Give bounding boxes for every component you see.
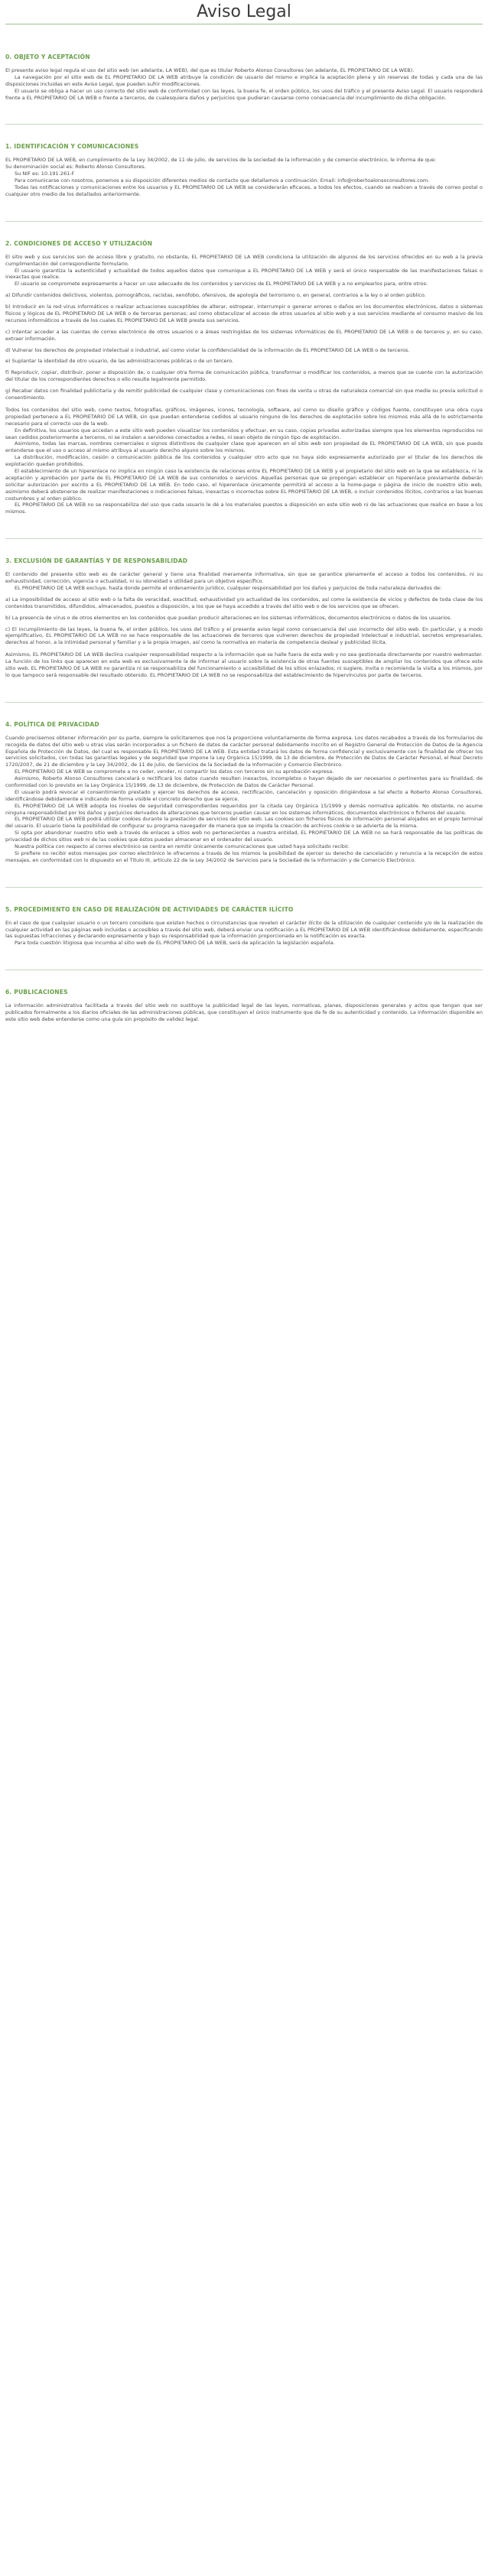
section-heading: 6. PUBLICACIONES bbox=[5, 989, 68, 996]
list-item: d) Vulnerar los derechos de propiedad intelectual o industrial, así como violar la confidencialidad de la información de EL PROPIETARIO DE LA WEB o de terceros. bbox=[5, 346, 410, 353]
paragraph: EL PROPIETARIO DE LA WEB podrá utilizar cookies durante la prestación de servicios del sitio web. Las cookies son ficheros físicos de información personal alojados en el propio terminal del usuario. El usuario tiene la posibilidad de configurar su programa navegador de manera que se impida la creación de archivos cookie o se advierta de la misma. bbox=[5, 816, 483, 830]
list-item: b) La presencia de virus o de otros elementos en los contenidos que puedan producir alteraciones en los sistemas informáticos, documentos electrónicos o datos de los usuarios. bbox=[5, 614, 452, 621]
list-item: c) Intentar acceder a las cuentas de correo electrónico de otros usuarios o a áreas restringidas de los sistemas informáticos de EL PROPIETARIO DE LA WEB o de terceros y, en su caso, extraer información. bbox=[5, 328, 483, 342]
paragraph: En el caso de que cualquier usuario o un tercero considere que existen hechos o circunstancias que revelen el carácter ilícito de la utilización de cualquier contenido y/o de la realización de cualquier actividad en las páginas web incluidas o accesibles a través del sitio web, deberá enviar una notificación a EL PROPIETARIO DE LA WEB identificándose debidamente, especificando las supuestas infracciones y declarando expresamente y bajo su responsabilidad que la información proporcionada en la notificación es exacta. bbox=[5, 919, 483, 940]
paragraph: Asimismo, todas las marcas, nombres comerciales o signos distintivos de cualquier clase que aparecen en el sitio web son propiedad de EL PROPIETARIO DE LA WEB, sin que pueda entenderse que el uso o acceso al mismo atribuya al usuario derecho alguno sobre los mismos. bbox=[5, 440, 483, 454]
paragraph: El contenido del presente sitio web es de carácter general y tiene una finalidad meramente informativa, sin que se garantice plenamente el acceso a todos los contenidos, ni su exhaustividad, corrección, vigencia o actualidad, ni su idoneidad o utilidad para un objetivo específico. bbox=[5, 571, 483, 585]
paragraph: EL PROPIETARIO DE LA WEB adopta los niveles de seguridad correspondientes requeridos por la citada Ley Orgánica 15/1999 y demás normativa aplicable. No obstante, no asume ninguna responsabilidad por los daños y perjuicios derivados de alteraciones que terceros puedan causar en los sistemas informáticos, documentos electrónicos o ficheros del usuario. bbox=[5, 802, 483, 816]
section-5 bbox=[5, 906, 483, 947]
section-heading: 1. IDENTIFICACIÓN Y COMUNICACIONES bbox=[5, 143, 139, 151]
section-divider bbox=[5, 887, 483, 888]
paragraph: El sitio web y sus servicios son de acceso libre y gratuito, no obstante, EL PROPIETARIO DE LA WEB condiciona la utilización de algunos de los servicios ofrecidos en su web a la previa cumplimentación del correspondiente formulario. bbox=[5, 253, 483, 267]
section-divider bbox=[5, 538, 483, 539]
section-divider bbox=[5, 702, 483, 703]
paragraph: El establecimiento de un hiperenlace no implica en ningún caso la existencia de relaciones entre EL PROPIETARIO DE LA WEB y el propietario del sitio web en la que se establezca, ni la aceptación y aprobación por parte de EL PROPIETARIO DE LA WEB de sus contenidos o servicios. Aquellas personas que se propongan establecer un hiperenlace previamente deberán solicitar autorización por escrito a EL PROPIETARIO DE LA WEB. En todo caso, el hiperenlace únicamente permitirá el acceso a la home-page o página de inicio de nuestro sitio web, asimismo deberá abstenerse de realizar manifestaciones o indicaciones falsas, inexactas o incorrectas sobre EL PROPIETARIO DE LA WEB, o incluir contenidos ilícitos, contrarios a las buenas costumbres y al orden público. bbox=[5, 467, 483, 502]
paragraph: La distribución, modificación, cesión o comunicación pública de los contenidos y cualquier otro acto que no haya sido expresamente autorizado por el titular de los derechos de explotación quedan prohibidos. bbox=[5, 454, 483, 468]
paragraph: Todas las notificaciones y comunicaciones entre los usuarios y EL PROPIETARIO DE LA WEB se considerarán eficaces, a todos los efectos, cuando se realicen a través de correo postal o cualquier otro medio de los detallados anteriormente. bbox=[5, 184, 483, 197]
paragraph: La información administrativa facilitada a través del sitio web no sustituye la publicidad legal de las leyes, normativas, planes, disposiciones generales y actos que tengan que ser publicados formalmente a los diarios oficiales de las administraciones públicas, que constituyen el único instrumento que da fe de su autenticidad y contenido. La información disponible en este sitio web debe entenderse como una guía sin propósito de validez legal. bbox=[5, 1002, 483, 1023]
section-heading: 2. CONDICIONES DE ACCESO Y UTILIZACIÓN bbox=[5, 239, 153, 247]
paragraph: Su denominación social es: Roberto Alonso Consultores. bbox=[5, 164, 146, 171]
paragraph: EL PROPIETARIO DE LA WEB no se responsabiliza del uso que cada usuario le dé a los materiales puestos a disposición en este sitio web ni de las actuaciones que realice en base a los mismos. bbox=[5, 502, 483, 515]
list-item: c) El incumplimiento de las leyes, la buena fe, el orden público, los usos del tráfico y el presente aviso legal como consecuencia del uso incorrecto del sitio web. En particular, y a modo ejemplificativo, EL PROPIETARIO DE LA WEB no se hace responsable de las actuaciones de terceros que vulneren derechos de propiedad intelectual e industrial, secretos empresariales, derechos al honor, a la intimidad personal y familiar y a la propia imagen, así como la normativa en materia de competencia desleal y publicidad ilícita. bbox=[5, 625, 483, 646]
section-1 bbox=[5, 143, 483, 197]
paragraph: EL PROPIETARIO DE LA WEB, en cumplimiento de la Ley 34/2002, de 11 de julio, de servicios de la sociedad de la información y de comercio electrónico, le informa de que: bbox=[5, 157, 437, 164]
paragraph: EL PROPIETARIO DE LA WEB se compromete a no ceder, vender, ni compartir los datos con terceros sin su aprobación expresa. bbox=[15, 768, 334, 775]
section-2 bbox=[5, 240, 483, 515]
sections-container bbox=[5, 54, 483, 1023]
list-item: f) Reproducir, copiar, distribuir, poner a disposición de, o cualquier otra forma de comunicación pública, transformar o modificar los contenidos, a menos que se cuente con la autorización del titular de los correspondientes derechos o ello resulte legalmente permitido. bbox=[5, 369, 483, 383]
section-heading: 0. OBJETO Y ACEPTACIÓN bbox=[5, 54, 90, 60]
paragraph: En definitiva, los usuarios que accedan a este sitio web pueden visualizar los contenidos y efectuar, en su caso, copias privadas autorizadas siempre que los elementos reproducidos no sean cedidos posteriormente a terceros, ni se instalen a servidores conectados a redes, ni sean objeto de ningún tipo de explotación. bbox=[5, 427, 483, 440]
paragraph: El usuario garantiza la autenticidad y actualidad de todos aquellos datos que comunique a EL PROPIETARIO DE LA WEB y será el único responsable de las manifestaciones falsas o inexactas que realice. bbox=[5, 267, 483, 281]
paragraph: Para toda cuestión litigiosa que incumba al sitio web de EL PROPIETARIO DE LA WEB, será de aplicación la legislación española. bbox=[15, 940, 335, 947]
paragraph: El presente aviso legal regula el uso del sitio web (en adelante, LA WEB), del que es titular Roberto Alonso Consultores (en adelante, EL PROPIETARIO DE LA WEB). bbox=[5, 67, 415, 73]
paragraph: Asimismo, EL PROPIETARIO DE LA WEB declina cualquier responsabilidad respecto a la información que se halle fuera de esta web y no sea gestionada directamente por nuestro webmaster. La función de los links que aparecen en esta web es exclusivamente la de informar al usuario sobre la existencia de otras fuentes susceptibles de ampliar los contenidos que ofrece este sitio web. EL PROPIETARIO DE LA WEB no garantiza ni se responsabiliza del funcionamiento o accesibilidad de los sitios enlazados; ni sugiere, invita o recomienda la visita a los mismos, por lo que tampoco será responsable del resultado obtenido. EL PROPIETARIO DE LA WEB no se responsabiliza del establecimiento de hipervínculos por parte de terceros. bbox=[5, 651, 483, 678]
list-item: e) Suplantar la identidad de otro usuario, de las administraciones públicas o de un tercero. bbox=[5, 358, 234, 365]
paragraph: La navegación por el sitio web de EL PROPIETARIO DE LA WEB atribuye la condición de usuario del mismo e implica la aceptación plena y sin reservas de todas y cada una de las disposiciones incluidas en este Aviso Legal, que pueden sufrir modificaciones. bbox=[5, 73, 483, 87]
list-item: a) La imposibilidad de acceso al sitio web o la falta de veracidad, exactitud, exhaustividad y/o actualidad de los contenidos, así como la existencia de vicios y defectos de toda clase de los contenidos transmitidos, difundidos, almacenados, puestos a disposición, a los que se haya accedido a través del sitio web o de los servicios que se ofrecen. bbox=[5, 596, 483, 609]
section-heading: 3. EXCLUSIÓN DE GARANTÍAS Y DE RESPONSABILIDAD bbox=[5, 557, 188, 565]
section-4 bbox=[5, 721, 483, 864]
paragraph: El usuario se compromete expresamente a hacer un uso adecuado de los contenidos y servicios de EL PROPIETARIO DE LA WEB y a no emplearlos para, entre otros: bbox=[15, 281, 428, 287]
paragraph: Cuando precisemos obtener información por su parte, siempre le solicitaremos que nos la proporcione voluntariamente de forma expresa. Los datos recabados a través de los formularios de recogida de datos del sitio web u otras vías serán incorporados a un fichero de datos de carácter personal debidamente inscrito en el Registro General de Protección de Datos de la Agencia Española de Protección de Datos, del cual es responsable EL PROPIETARIO DE LA WEB. Esta entidad tratará los datos de forma confidencial y exclusivamente con la finalidad de ofrecer los servicios solicitados, con todas las garantías legales y de seguridad que impone la Ley Orgánica 15/1999, de 13 de diciembre, de Protección de Datos de Carácter Personal, el Real Decreto 1720/2007, de 21 de diciembre y la Ley 34/2002, de 11 de julio, de Servicios de la Sociedad de la Información y Comercio Electrónico. bbox=[5, 734, 483, 768]
paragraph: Todos los contenidos del sitio web, como textos, fotografías, gráficos, imágenes, iconos, tecnología, software, así como su diseño gráfico y códigos fuente, constituyen una obra cuya propiedad pertenece a EL PROPIETARIO DE LA WEB, sin que puedan entenderse cedidos al usuario ninguno de los derechos de explotación sobre los mismos más allá de lo estrictamente necesario para el correcto uso de la web. bbox=[5, 406, 483, 427]
list-item: g) Recabar datos con finalidad publicitaria y de remitir publicidad de cualquier clase y comunicaciones con fines de venta u otras de naturaleza comercial sin que medie su previa solicitud o consentimiento. bbox=[5, 388, 483, 401]
paragraph: Si opta por abandonar nuestro sitio web a través de enlaces a sitios web no pertenecientes a nuestra entidad, EL PROPIETARIO DE LA WEB no se hará responsable de las políticas de privacidad de dichos sitios web ni de las cookies que éstos puedan almacenar en el ordenador del usuario. bbox=[5, 830, 483, 843]
section-heading: 4. POLÍTICA DE PRIVACIDAD bbox=[5, 720, 99, 728]
paragraph: El usuario podrá revocar el consentimiento prestado y ejercer los derechos de acceso, rectificación, cancelación y oposición dirigiéndose a tal efecto a Roberto Alonso Consultores, identificándose debidamente e indicando de forma visible el concreto derecho que se ejerce. bbox=[5, 788, 483, 802]
paragraph: El usuario se obliga a hacer un uso correcto del sitio web de conformidad con las leyes, la buena fe, el orden público, los usos del tráfico y el presente Aviso Legal. El usuario responderá frente a EL PROPIETARIO DE LA WEB o frente a terceros, de cualesquiera daños y perjuicios que pudieran causarse como consecuencia del incumplimiento de dicha obligación. bbox=[5, 87, 483, 101]
section-heading: 5. PROCEDIMIENTO EN CASO DE REALIZACIÓN DE ACTIVIDADES DE CARÁCTER ILÍCITO bbox=[5, 905, 294, 913]
list-item: a) Difundir contenidos delictivos, violentos, pornográficos, racistas, xenófobo, ofensivos, de apología del terrorismo o, en general, contrarios a la ley o al orden público. bbox=[5, 292, 426, 299]
list-item: b) Introducir en la red virus informáticos o realizar actuaciones susceptibles de alterar, estropear, interrumpir o generar errores o daños en los documentos electrónicos, datos o sistemas físicos y lógicos de EL PROPIETARIO DE LA WEB o de terceras personas; así como obstaculizar el acceso de otros usuarios al sitio web y a sus servicios mediante el consumo masivo de los recursos informáticos a través de los cuales EL PROPIETARIO DE LA WEB presta sus servicios. bbox=[5, 304, 483, 323]
section-divider bbox=[5, 221, 483, 222]
section-divider bbox=[5, 124, 483, 125]
paragraph: Si prefiere no recibir estos mensajes por correo electrónico le ofrecemos a través de los mismos la posibilidad de ejercer su derecho de cancelación y renuncia a la recepción de estos mensajes, en conformidad con lo dispuesto en el Título III, artículo 22 de la Ley 34/2002 de Servicios para la Sociedad de la Información y de Comercio Electrónico. bbox=[5, 849, 483, 863]
section-3 bbox=[5, 557, 483, 679]
paragraph: Asimismo, Roberto Alonso Consultores cancelará o rectificará los datos cuando resulten inexactos, incompletos o hayan dejado de ser necesarios o pertinentes para su finalidad, de conformidad con lo previsto en la Ley Orgánica 15/1999, de 13 de diciembre, de Protección de Datos de Carácter Personal. bbox=[5, 775, 483, 788]
paragraph: Su NIF es: 10.191.261-F bbox=[15, 171, 75, 177]
section-6 bbox=[5, 989, 483, 1023]
paragraph: Para comunicarse con nosotros, ponemos a su disposición diferentes medios de contacto que detallamos a continuación: Email: info@robertoalonsoconsultores.com. bbox=[15, 177, 430, 184]
paragraph: EL PROPIETARIO DE LA WEB excluye, hasta donde permite el ordenamiento jurídico, cualquier responsabilidad por los daños y perjuicios de toda naturaleza derivados de: bbox=[15, 584, 442, 591]
page-title: Aviso Legal bbox=[197, 2, 291, 21]
paragraph: Nuestra política con respecto al correo electrónico se centra en remitir únicamente comunicaciones que usted haya solicitado recibir. bbox=[15, 843, 350, 850]
section-0 bbox=[5, 54, 483, 101]
